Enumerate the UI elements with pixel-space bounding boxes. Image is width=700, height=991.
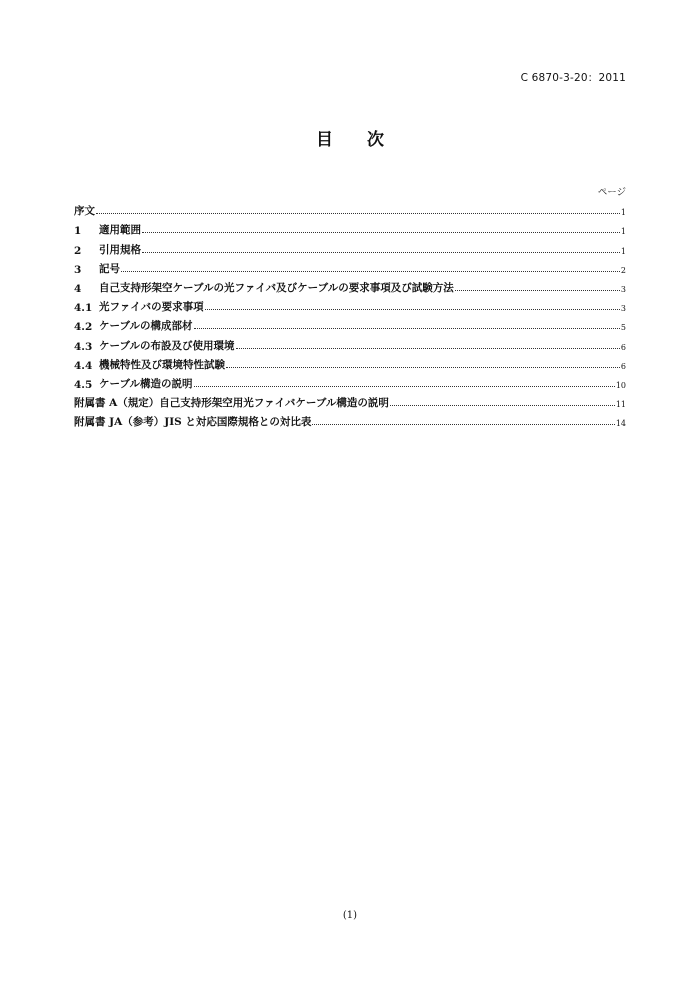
toc-entry-page: 11 — [615, 400, 626, 410]
toc-entry-page: 5 — [620, 323, 626, 333]
toc-entry-page: 10 — [615, 380, 626, 390]
toc-leader-dots — [142, 252, 620, 253]
toc-leader-dots — [96, 213, 620, 214]
toc-entry[interactable] — [74, 333, 626, 352]
toc-entry[interactable] — [74, 237, 626, 256]
toc-entry-number: 4.1 — [74, 302, 93, 315]
toc-entry[interactable] — [74, 276, 626, 295]
toc-entry-number: 1 — [74, 225, 82, 238]
toc-entry-number: 4.2 — [74, 321, 93, 334]
toc-entry[interactable] — [74, 391, 626, 410]
toc-entry-page: 1 — [620, 208, 626, 218]
toc-entry-title: 機械特性及び環境特性試験 — [99, 358, 225, 371]
toc-entry-title: ケーブルの構成部材 — [99, 320, 193, 333]
toc-entry-title: ケーブル構造の説明 — [99, 377, 193, 390]
toc-entry-page: 2 — [620, 265, 626, 275]
toc-entry-page: 3 — [620, 284, 626, 294]
toc-entry-number: 4.4 — [74, 359, 93, 372]
toc-entry-number: 2 — [74, 244, 82, 257]
toc-leader-dots — [194, 328, 620, 329]
toc-leader-dots — [142, 232, 620, 233]
toc-entry[interactable] — [74, 199, 626, 218]
toc-leader-dots — [236, 348, 620, 349]
toc-leader-dots — [121, 271, 620, 272]
page-column-label: ページ — [597, 187, 626, 198]
toc-leader-dots — [205, 309, 620, 310]
toc-entry-page: 1 — [620, 227, 626, 237]
toc-entry-title: ケーブルの布設及び使用環境 — [99, 339, 235, 352]
toc-entry-number: 4.3 — [74, 340, 93, 353]
toc-entry-title: 附属書 JA（参考）JIS と対応国際規格との対比表 — [74, 416, 312, 429]
toc-leader-dots — [312, 424, 614, 425]
toc-entry[interactable] — [74, 410, 626, 429]
toc-title: 目 次 — [316, 130, 398, 150]
toc-entry-number: 3 — [74, 263, 82, 276]
toc-entry-page: 6 — [620, 342, 626, 352]
toc-entry-title: 附属書 A（規定）自己支持形架空用光ファイバケーブル構造の説明 — [74, 397, 389, 410]
toc-entry[interactable] — [74, 314, 626, 333]
toc-entry[interactable] — [74, 353, 626, 372]
toc-entry-title: 自己支持形架空ケーブルの光ファイバ及びケーブルの要求事項及び試験方法 — [99, 281, 454, 294]
toc-entry[interactable] — [74, 257, 626, 276]
toc-entry-page: 1 — [620, 246, 626, 256]
toc-entry-page: 14 — [615, 419, 626, 429]
toc-entry-number: 4.5 — [74, 378, 93, 391]
toc-entry[interactable] — [74, 295, 626, 314]
toc-entry-number: 4 — [74, 282, 82, 295]
toc-entry-title: 記号 — [99, 262, 120, 275]
toc-entry[interactable] — [74, 218, 626, 237]
document-id: C 6870-3-20：2011 — [520, 72, 626, 84]
toc-leader-dots — [455, 290, 620, 291]
toc-leader-dots — [194, 386, 615, 387]
toc-list — [74, 199, 626, 429]
toc-entry-title: 引用規格 — [99, 243, 141, 256]
toc-entry-page: 6 — [620, 361, 626, 371]
toc-entry[interactable] — [74, 372, 626, 391]
toc-entry-title: 適用範囲 — [99, 224, 141, 237]
toc-entry-title: 光ファイバの要求事項 — [99, 301, 204, 314]
toc-entry-page: 3 — [620, 304, 626, 314]
page-folio: (1) — [342, 910, 358, 921]
toc-leader-dots — [390, 405, 615, 406]
toc-entry-title: 序文 — [74, 205, 95, 218]
toc-leader-dots — [226, 367, 620, 368]
